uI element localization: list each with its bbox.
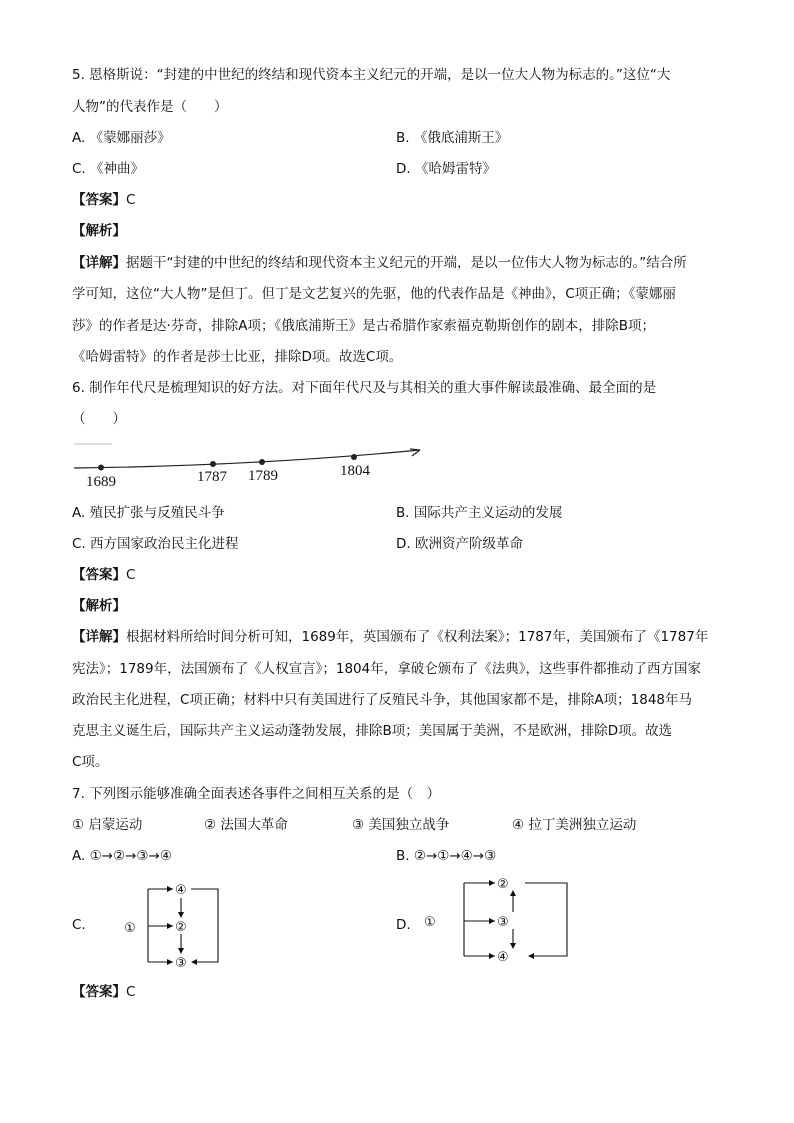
c-arrowhead-icon <box>167 886 173 892</box>
d-arrowhead-icon <box>489 880 495 886</box>
q7-option-c-label: C. <box>72 917 86 933</box>
q7-item-3: ③ 美国独立战争 <box>352 817 450 833</box>
timeline-dot-1789 <box>259 459 265 465</box>
q5-detail-line2: 学可知，这位“大人物”是但丁。但丁是文艺复兴的先驱，他的代表作品是《神曲》，C项正确；《蒙娜丽 <box>72 286 676 302</box>
c-arrowhead-icon <box>178 912 184 918</box>
q5-detail-line4: 《哈姆雷特》的作者是莎士比亚，排除D项。故选C项。 <box>72 349 403 365</box>
d-node-1: ① <box>424 915 436 930</box>
q7-stem: 7. 下列图示能够准确全面表述各事件之间相互关系的是（ ） <box>72 786 441 802</box>
q5-stem-line1: 5. 恩格斯说：“封建的中世纪的终结和现代资本主义纪元的开端，是以一位大人物为标志的。”这位“大 <box>72 67 671 83</box>
q6-detail-line3: 政治民主化进程，C项正确；材料中只有美国进行了反殖民斗争，其他国家都不是，排除A项；1848年马 <box>72 692 693 708</box>
c-arrowhead-icon <box>167 923 173 929</box>
timeline-label-1804: 1804 <box>340 463 370 479</box>
q5-option-a: A. 《蒙娜丽莎》 <box>72 130 171 146</box>
q7-answer-label: 【答案】 <box>72 984 126 1000</box>
d-arrowhead-icon <box>489 918 495 924</box>
c-node-4: ④ <box>175 883 187 898</box>
timeline-dot-1804 <box>351 454 357 460</box>
q6-option-d: D. 欧洲资产阶级革命 <box>396 536 523 552</box>
q7-option-b: B. ②→①→④→③ <box>396 848 497 864</box>
timeline-figure <box>72 440 432 496</box>
c-node-1: ① <box>124 921 136 936</box>
d-arrowhead-icon <box>528 953 534 959</box>
q5-analysis-label: 【解析】 <box>72 223 126 239</box>
timeline-label-1689: 1689 <box>86 474 116 490</box>
d-node-2: ② <box>497 877 509 892</box>
c-arrowhead-icon <box>178 948 184 954</box>
q7-item-2: ② 法国大革命 <box>204 817 288 833</box>
timeline-label-1789: 1789 <box>248 468 278 484</box>
q7-option-d-diagram <box>420 872 575 972</box>
c-arrow-4-to-3 <box>191 889 218 962</box>
q6-analysis-label: 【解析】 <box>72 598 126 614</box>
d-arrowhead-icon <box>489 953 495 959</box>
q6-detail-line4: 克思主义诞生后，国际共产主义运动蓬勃发展，排除B项；美国属于美洲，不是欧洲，排除D项。故选 <box>72 723 673 739</box>
q5-answer <box>72 190 135 210</box>
q5-stem-line2: 人物”的代表作是（ ） <box>72 99 228 115</box>
q6-option-b: B. 国际共产主义运动的发展 <box>396 505 563 521</box>
q6-answer <box>72 565 135 585</box>
q7-option-c-diagram <box>118 876 228 976</box>
d-node-3: ③ <box>497 915 509 930</box>
timeline-dot-1787 <box>210 461 216 467</box>
q7-answer <box>72 982 135 1002</box>
q5-option-d: D. 《哈姆雷特》 <box>396 161 496 177</box>
timeline-arrow-icon <box>410 449 420 456</box>
q6-option-c: C. 西方国家政治民主化进程 <box>72 536 239 552</box>
q6-detail-line1: 【详解】根据材料所给时间分析可知，1689年，英国颁布了《权利法案》；1787年，美国颁布了《1787年 <box>72 629 709 645</box>
q7-option-a: A. ①→②→③→④ <box>72 848 172 864</box>
c-arrowhead-icon <box>191 959 197 965</box>
c-node-2: ② <box>175 920 187 935</box>
c-node-3: ③ <box>175 956 187 971</box>
q7-answer-value: C <box>126 984 136 1000</box>
q6-detail-label: 【详解】 <box>72 629 126 645</box>
q5-option-c: C. 《神曲》 <box>72 161 145 177</box>
q7-item-1: ① 启蒙运动 <box>72 817 143 833</box>
q6-detail-line2: 宪法》；1789年，法国颁布了《人权宣言》；1804年，拿破仑颁布了《法典》，这些事件都推动了西方国家 <box>72 661 701 677</box>
q5-answer-label: 【答案】 <box>72 192 126 208</box>
q6-answer-label: 【答案】 <box>72 567 126 583</box>
q5-option-b: B. 《俄底浦斯王》 <box>396 130 509 146</box>
d-arrow-2-to-4 <box>525 883 567 956</box>
q6-stem-line2: （ ） <box>72 411 126 427</box>
q6-answer-value: C <box>126 567 136 583</box>
q5-detail-line3: 莎》的作者是达·芬奇，排除A项；《俄底浦斯王》是古希腊作家索福克勒斯创作的剧本，排除B项； <box>72 318 656 334</box>
d-arrowhead-icon <box>510 943 516 949</box>
q6-stem-line1: 6. 制作年代尺是梳理知识的好方法。对下面年代尺及与其相关的重大事件解读最准确、最全面的是 <box>72 380 657 396</box>
q5-detail-label: 【详解】 <box>72 255 126 271</box>
c-arrowhead-icon <box>167 959 173 965</box>
timeline-label-1787: 1787 <box>197 469 227 485</box>
q5-answer-value: C <box>126 192 136 208</box>
q6-detail-line5: C项。 <box>72 754 109 770</box>
q7-option-d-label: D. <box>396 917 411 933</box>
d-node-4: ④ <box>497 950 509 965</box>
timeline-dot-1689 <box>98 465 104 471</box>
q7-item-4: ④ 拉丁美洲独立运动 <box>512 817 637 833</box>
d-arrowhead-icon <box>510 890 516 896</box>
q6-option-a: A. 殖民扩张与反殖民斗争 <box>72 505 225 521</box>
q5-detail-line1: 【详解】据题干“封建的中世纪的终结和现代资本主义纪元的开端，是以一位伟大人物为标志的。”结合所 <box>72 255 687 271</box>
